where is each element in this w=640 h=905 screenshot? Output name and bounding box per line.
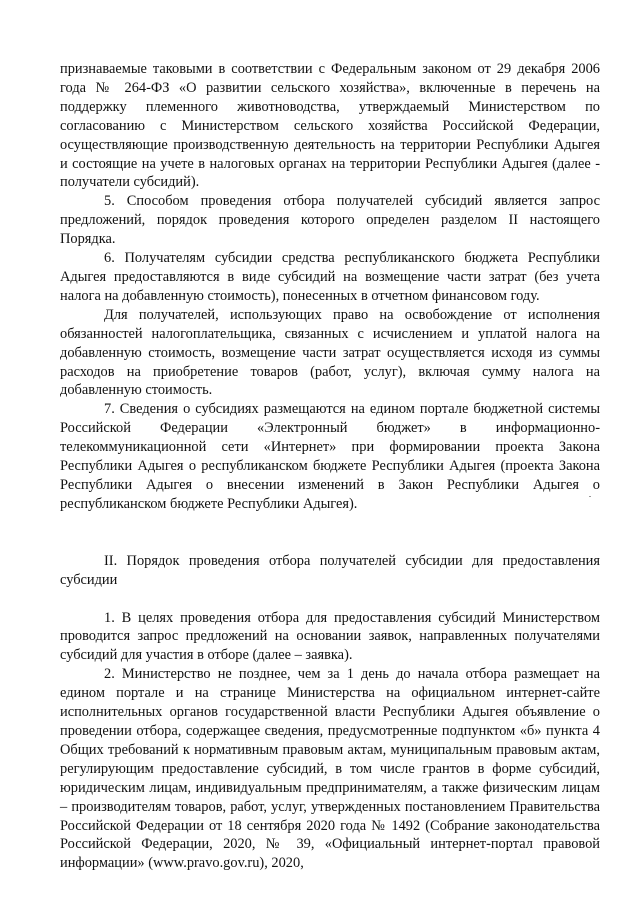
paragraph-item-6-vat: Для получателей, использующих право на освобождение от исполнения обязанностей налогоплательщика, связанных с исчислением и уплатой налога на добавленную стоимость, возмещение части затрат осуществляется исходя из суммы расходов на приобретение товаров (работ, услуг), включая сумму налога на добавленную стоимость. (60, 306, 600, 399)
paragraph-item-5: 5. Способом проведения отбора получателей субсидий является запрос предложений, порядок проведения которого определен разделом II настоящего Порядка. (60, 193, 600, 248)
paragraph-section2-item-1: 1. В целях проведения отбора для предоставления субсидий Министерством проводится запрос предложений на основании заявок, направленных получателями субсидий для участия в отборе (далее – заявка). (60, 609, 600, 664)
paragraph-item-6: 6. Получателям субсидии средства республиканского бюджета Республики Адыгея предоставляются в виде субсидий на возмещение части затрат (без учета налога на добавленную стоимость), понесенных в отчетном финансовом году. (60, 250, 600, 304)
section-heading: II. Порядок проведения отбора получателей субсидии для предоставления субсидии (60, 552, 600, 588)
section-spacer (60, 514, 600, 552)
paragraph-continuation: признаваемые таковыми в соответствии с Федеральным законом от 29 декабря 2006 года № 264-ФЗ «О развитии сельского хозяйства», включенные в перечень на поддержку племенного животноводства, утверждаемый Министерством по согласованию с Министерством сельского хозяйства Российской Федерации, осуществляющие производственную деятельность на территории Республики Адыгея и состоящие на учете в налоговых органах на территории Республики Адыгея (далее - получатели субсидий). (60, 61, 600, 191)
scan-speck (589, 496, 591, 497)
paragraph-section2-item-2: 2. Министерство не позднее, чем за 1 день до начала отбора размещает на едином портале и на странице Министерства на официальном интернет-сайте исполнительных органов государственной власти Республики Адыгея объявление о проведении отбора, содержащее сведения, предусмотренные подпунктом «б» пункта 4 Общих требований к нормативным правовым актам, муниципальным правовым актам, регулирующим предоставление субсидий, в том числе грантов в форме субсидий, юридическим лицам, индивидуальным предпринимателям, а также физическим лицам – производителям товаров, работ, услуг, утвержденных постановлением Правительства Российской Федерации от 18 сентября 2020 года № 1492 (Собрание законодательства Российской Федерации, 2020, № 39, «Официальный интернет-портал правовой информации» (www.pravo.gov.ru), 2020, (60, 666, 600, 872)
paragraph-item-7: 7. Сведения о субсидиях размещаются на едином портале бюджетной системы Российской Федерации «Электронный бюджет» в информационно-телекоммуникационной сети «Интернет» при формировании проекта Закона Республики Адыгея о республиканском бюджете Республики Адыгея (проекта Закона Республики Адыгея о внесении изменений в Закон Республики Адыгея о республиканском бюджете Республики Адыгея). (60, 401, 600, 512)
heading-spacer (60, 590, 600, 609)
document-page (60, 60, 600, 873)
